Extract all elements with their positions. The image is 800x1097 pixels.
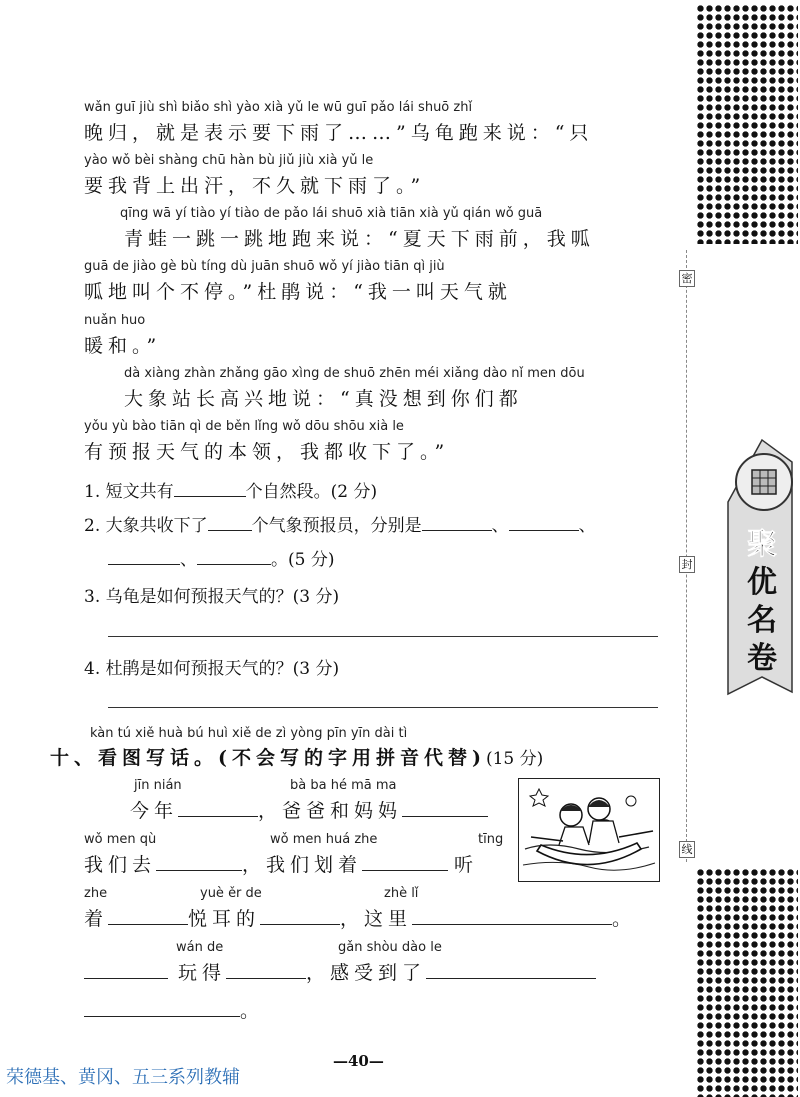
section-title bbox=[50, 743, 543, 770]
pinyin: yuè ěr de bbox=[200, 886, 262, 901]
answer-blank[interactable] bbox=[422, 514, 492, 531]
page-number: —40— bbox=[333, 1052, 384, 1070]
text-line: 呱地叫个不停。”杜鹃说：“我一叫天气就 bbox=[84, 281, 512, 303]
answer-blank[interactable] bbox=[84, 1000, 240, 1017]
answer-line[interactable] bbox=[108, 707, 658, 708]
pinyin-line: nuǎn huo bbox=[84, 313, 146, 328]
pinyin: wǒ men huá zhe bbox=[270, 832, 378, 847]
text-line: 青蛙一跳一跳地跑来说：“夏天下雨前，我呱 bbox=[124, 228, 595, 250]
question-2-score: 。(5 分) bbox=[271, 550, 335, 570]
question-1-text: 1. 短文共有 bbox=[84, 482, 174, 502]
answer-line[interactable] bbox=[108, 636, 658, 637]
answer-blank[interactable] bbox=[174, 480, 246, 497]
answer-blank[interactable] bbox=[260, 908, 340, 925]
answer-blank[interactable] bbox=[84, 962, 168, 979]
pinyin: zhè lǐ bbox=[384, 886, 419, 901]
pinyin: bà ba hé mā ma bbox=[290, 778, 397, 793]
word: ，这里 bbox=[340, 908, 413, 930]
answer-blank[interactable] bbox=[156, 854, 242, 871]
pinyin-line: yào wǒ bèi shàng chū hàn bù jiǔ jiù xià yǔ le bbox=[84, 153, 374, 168]
section-title-pinyin: kàn tú xiě huà bú huì xiě de zì yòng pīn yīn dài tì bbox=[90, 726, 408, 741]
word: 今年 bbox=[130, 800, 179, 822]
brand-logo bbox=[722, 432, 798, 702]
text-line: 暖和。” bbox=[84, 335, 162, 357]
pinyin: jīn nián bbox=[134, 778, 182, 793]
pinyin-line: wǎn guī jiù shì biǎo shì yào xià yǔ le wū guī pǎo lái shuō zhǐ bbox=[84, 100, 473, 115]
answer-blank[interactable] bbox=[197, 548, 271, 565]
answer-blank[interactable] bbox=[226, 962, 306, 979]
binding-mark-feng: 封 bbox=[679, 556, 695, 573]
word: 着 bbox=[84, 908, 109, 930]
svg-text:优: 优 bbox=[747, 565, 777, 600]
sentence-row-2 bbox=[84, 850, 478, 877]
word: 我们去 bbox=[84, 854, 157, 876]
pinyin: wǒ men qù bbox=[84, 832, 157, 847]
answer-blank[interactable] bbox=[362, 854, 448, 871]
answer-blank[interactable] bbox=[208, 514, 252, 531]
separator: 、 bbox=[578, 516, 596, 536]
dot-pattern-top bbox=[696, 4, 798, 244]
pinyin-line: dà xiàng zhàn zhǎng gāo xìng de shuō zhēn méi xiǎng dào nǐ men dōu bbox=[124, 366, 585, 381]
word: ，我们划着 bbox=[242, 854, 363, 876]
question-2-text-mid: 个气象预报员，分别是 bbox=[251, 516, 422, 536]
answer-blank[interactable] bbox=[108, 548, 180, 565]
word: ，感受到了 bbox=[306, 962, 427, 984]
question-2-cont bbox=[108, 545, 334, 570]
section-title-text: 十、看图写话。(不会写的字用拼音代替) bbox=[50, 747, 486, 769]
text-line: 大象站长高兴地说：“真没想到你们都 bbox=[124, 388, 523, 410]
answer-blank[interactable] bbox=[108, 908, 188, 925]
svg-text:名: 名 bbox=[747, 603, 777, 638]
svg-text:聚: 聚 bbox=[747, 527, 777, 562]
separator: 、 bbox=[180, 550, 197, 570]
word: ，爸爸和妈妈 bbox=[258, 800, 403, 822]
pinyin-line: guā de jiào gè bù tíng dù juān shuō wǒ yí jiào tiān qì jiù bbox=[84, 259, 445, 274]
text-line: 有预报天气的本领，我都收下了。” bbox=[84, 441, 450, 463]
period: 。 bbox=[240, 1000, 265, 1022]
pinyin-line: yǒu yù bào tiān qì de běn lǐng wǒ dōu shōu xià le bbox=[84, 419, 404, 434]
pinyin: gǎn shòu dào le bbox=[338, 940, 442, 955]
binding-mark-xian: 线 bbox=[679, 841, 695, 858]
answer-blank[interactable] bbox=[412, 908, 612, 925]
binding-mark-mi: 密 bbox=[679, 270, 695, 287]
section-score: (15 分) bbox=[485, 749, 544, 769]
separator: 、 bbox=[491, 516, 509, 536]
footer-series-text: 荣德基、黄冈、五三系列教辅 bbox=[6, 1067, 240, 1088]
pinyin: tīng bbox=[478, 832, 504, 847]
pinyin: zhe bbox=[84, 886, 108, 901]
question-1 bbox=[84, 477, 377, 502]
svg-text:卷: 卷 bbox=[747, 641, 777, 676]
word: 玩得 bbox=[178, 962, 227, 984]
question-2 bbox=[84, 511, 596, 536]
question-3: 3. 乌龟是如何预报天气的？(3 分) bbox=[84, 587, 340, 607]
question-1-score: 个自然段。(2 分) bbox=[245, 482, 378, 502]
period: 。 bbox=[612, 908, 637, 930]
sentence-row-4 bbox=[84, 958, 596, 985]
word: 听 bbox=[454, 854, 479, 876]
answer-blank[interactable] bbox=[426, 962, 596, 979]
sentence-row-3 bbox=[84, 904, 636, 931]
text-line: 要我背上出汗，不久就下雨了。” bbox=[84, 175, 426, 197]
pinyin: wán de bbox=[176, 940, 224, 955]
pinyin-line: qīng wā yí tiào yí tiào de pǎo lái shuō xià tiān xià yǔ qián wǒ guā bbox=[120, 206, 543, 221]
question-2-text: 2. 大象共收下了 bbox=[84, 516, 208, 536]
sentence-row-5 bbox=[84, 996, 264, 1023]
illustration-family-boating bbox=[518, 778, 660, 882]
sentence-row-1 bbox=[130, 796, 488, 823]
word: 悦耳的 bbox=[188, 908, 261, 930]
answer-blank[interactable] bbox=[402, 800, 488, 817]
dot-pattern-bottom bbox=[696, 868, 798, 1097]
question-4: 4. 杜鹃是如何预报天气的？(3 分) bbox=[84, 659, 340, 679]
answer-blank[interactable] bbox=[509, 514, 579, 531]
text-line: 晚归，就是表示要下雨了……”乌龟跑来说：“只 bbox=[84, 122, 594, 144]
answer-blank[interactable] bbox=[178, 800, 258, 817]
